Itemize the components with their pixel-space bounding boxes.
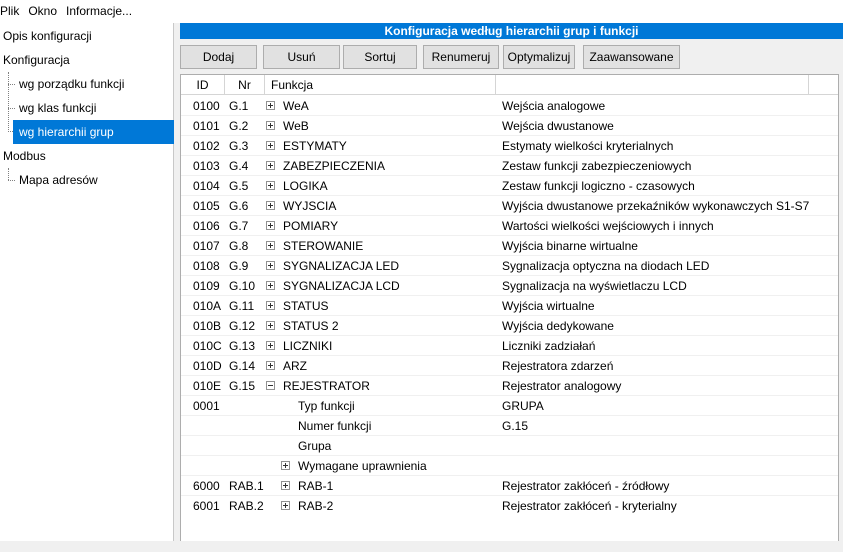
cell-funkcja: Grupa <box>298 439 332 453</box>
expand-icon[interactable] <box>266 201 275 210</box>
table-row[interactable] <box>181 156 838 176</box>
cell-id: 0104 <box>193 179 220 193</box>
cell-nr: G.9 <box>229 259 249 273</box>
cell-funkcja: RAB-2 <box>298 499 334 513</box>
expand-icon[interactable] <box>266 281 275 290</box>
cell-opis: Liczniki zadziałań <box>502 339 596 353</box>
table-row[interactable] <box>181 316 838 336</box>
cell-nr: G.10 <box>229 279 256 293</box>
table-row[interactable] <box>181 216 838 236</box>
table-row[interactable] <box>181 436 838 456</box>
expand-icon[interactable] <box>266 261 275 270</box>
menu-informacje[interactable]: Informacje... <box>66 4 133 18</box>
cell-nr: G.2 <box>229 119 249 133</box>
cell-nr: G.1 <box>229 99 249 113</box>
table-row[interactable] <box>181 296 838 316</box>
table-row[interactable] <box>181 136 838 156</box>
menu-okno[interactable]: Okno <box>28 4 58 18</box>
table-row[interactable] <box>181 96 838 116</box>
cell-funkcja: LICZNIKI <box>283 339 333 353</box>
advanced-button[interactable]: Zaawansowane <box>583 45 680 69</box>
cell-opis: Wyjścia binarne wirtualne <box>502 239 638 253</box>
cell-nr: RAB.2 <box>229 499 264 513</box>
sidebar-item-opis-konfiguracji[interactable]: Opis konfiguracji <box>3 29 92 43</box>
sidebar-item-wg-hierarchii-grup[interactable]: wg hierarchii grup <box>13 120 174 144</box>
cell-id: 0107 <box>193 239 220 253</box>
table-row[interactable] <box>181 176 838 196</box>
expand-icon[interactable] <box>266 181 275 190</box>
tree-connector <box>8 84 15 85</box>
cell-opis: G.15 <box>502 419 529 433</box>
cell-nr: G.3 <box>229 139 249 153</box>
sidebar-item-konfiguracja[interactable]: Konfiguracja <box>3 53 70 67</box>
cell-id: 6000 <box>193 479 220 493</box>
column-header-nr[interactable]: Nr <box>225 75 265 95</box>
cell-funkcja: Numer funkcji <box>298 419 372 433</box>
optimize-button[interactable]: Optymalizuj <box>503 45 575 69</box>
cell-funkcja: SYGNALIZACJA LCD <box>283 279 400 293</box>
cell-opis: Wejścia analogowe <box>502 99 606 113</box>
expand-icon[interactable] <box>266 101 275 110</box>
cell-funkcja: SYGNALIZACJA LED <box>283 259 400 273</box>
cell-funkcja: Wymagane uprawnienia <box>298 459 427 473</box>
cell-funkcja: LOGIKA <box>283 179 328 193</box>
cell-nr: G.4 <box>229 159 249 173</box>
column-header-funkcja[interactable]: Funkcja <box>265 75 496 95</box>
cell-funkcja: WeA <box>283 99 309 113</box>
tree-connector <box>8 180 15 181</box>
cell-funkcja: WYJSCIA <box>283 199 337 213</box>
table-row[interactable] <box>181 356 838 376</box>
table-row[interactable] <box>181 196 838 216</box>
cell-funkcja: Typ funkcji <box>298 399 355 413</box>
renumber-button[interactable]: Renumeruj <box>423 45 499 69</box>
cell-id: 0102 <box>193 139 220 153</box>
sort-button[interactable]: Sortuj <box>343 45 417 69</box>
tree-connector <box>8 108 15 109</box>
table-row[interactable] <box>181 256 838 276</box>
cell-funkcja: ESTYMATY <box>283 139 347 153</box>
cell-id: 010D <box>193 359 222 373</box>
navigation-tree <box>0 23 174 541</box>
sidebar-item-mapa-adresow[interactable]: Mapa adresów <box>19 173 98 187</box>
cell-id: 0109 <box>193 279 220 293</box>
cell-opis: Wyjścia wirtualne <box>502 299 595 313</box>
cell-nr: G.13 <box>229 339 256 353</box>
cell-opis: Wartości wielkości wejściowych i innych <box>502 219 714 233</box>
expand-icon[interactable] <box>266 321 275 330</box>
status-bar <box>0 541 843 552</box>
table-row[interactable] <box>181 116 838 136</box>
expand-icon[interactable] <box>266 161 275 170</box>
cell-nr: G.15 <box>229 379 256 393</box>
cell-nr: G.12 <box>229 319 256 333</box>
sidebar-item-wg-porzadku-funkcji[interactable]: wg porządku funkcji <box>19 77 125 91</box>
sidebar-item-wg-klas-funkcji[interactable]: wg klas funkcji <box>19 101 97 115</box>
menu-bar <box>0 0 843 23</box>
delete-button[interactable]: Usuń <box>263 45 340 69</box>
cell-id: 010C <box>193 339 222 353</box>
column-header-id[interactable]: ID <box>181 75 225 95</box>
cell-id: 0103 <box>193 159 220 173</box>
table-row[interactable] <box>181 336 838 356</box>
cell-funkcja: REJESTRATOR <box>283 379 370 393</box>
cell-opis: Sygnalizacja na wyświetlaczu LCD <box>502 279 687 293</box>
cell-opis: Zestaw funkcji zabezpieczeniowych <box>502 159 692 173</box>
table-row[interactable] <box>181 456 838 476</box>
cell-opis: Sygnalizacja optyczna na diodach LED <box>502 259 710 273</box>
expand-icon[interactable] <box>266 341 275 350</box>
cell-funkcja: POMIARY <box>283 219 339 233</box>
cell-id: 0001 <box>193 399 220 413</box>
expand-icon[interactable] <box>266 141 275 150</box>
sidebar-item-modbus[interactable]: Modbus <box>3 149 46 163</box>
panel-title: Konfiguracja według hierarchii grup i funkcji <box>180 23 843 39</box>
table-row[interactable] <box>181 496 838 516</box>
cell-opis: Rejestrator analogowy <box>502 379 622 393</box>
expand-icon[interactable] <box>266 121 275 130</box>
cell-opis: Rejestrator zakłóceń - źródłowy <box>502 479 670 493</box>
cell-id: 010A <box>193 299 222 313</box>
function-table <box>180 74 839 542</box>
cell-opis: Estymaty wielkości kryterialnych <box>502 139 674 153</box>
cell-funkcja: STATUS <box>283 299 329 313</box>
menu-plik[interactable]: Plik <box>0 4 20 18</box>
cell-id: 0108 <box>193 259 220 273</box>
cell-nr: G.11 <box>229 299 255 313</box>
table-row[interactable] <box>181 416 838 436</box>
cell-funkcja: WeB <box>283 119 309 133</box>
cell-funkcja: ARZ <box>283 359 307 373</box>
expand-icon[interactable] <box>281 481 290 490</box>
expand-icon[interactable] <box>281 461 290 470</box>
expand-icon[interactable] <box>266 361 275 370</box>
expand-icon[interactable] <box>281 501 290 510</box>
table-row[interactable] <box>181 236 838 256</box>
cell-id: 0101 <box>193 119 220 133</box>
table-header <box>181 75 838 95</box>
table-row[interactable] <box>181 276 838 296</box>
cell-funkcja: STATUS 2 <box>283 319 339 333</box>
tree-connector <box>8 72 9 132</box>
tree-connector <box>8 168 9 180</box>
cell-nr: G.8 <box>229 239 249 253</box>
cell-id: 010E <box>193 379 222 393</box>
table-row[interactable] <box>181 476 838 496</box>
table-row[interactable] <box>181 396 838 416</box>
add-button[interactable]: Dodaj <box>180 45 257 69</box>
cell-funkcja: STEROWANIE <box>283 239 364 253</box>
cell-opis: Rejestrator zakłóceń - kryterialny <box>502 499 677 513</box>
expand-icon[interactable] <box>266 221 275 230</box>
cell-id: 0106 <box>193 219 220 233</box>
cell-opis: Zestaw funkcji logiczno - czasowych <box>502 179 695 193</box>
cell-nr: G.6 <box>229 199 249 213</box>
table-row[interactable] <box>181 376 838 396</box>
cell-opis: Wyjścia dwustanowe przekaźników wykonawczych S1-S7 <box>502 199 810 213</box>
cell-id: 0105 <box>193 199 220 213</box>
column-header-opis[interactable] <box>496 75 809 95</box>
cell-nr: G.14 <box>229 359 256 373</box>
collapse-icon[interactable] <box>266 381 275 390</box>
cell-id: 010B <box>193 319 222 333</box>
expand-icon[interactable] <box>266 301 275 310</box>
cell-opis: Wejścia dwustanowe <box>502 119 614 133</box>
cell-opis: Rejestratora zdarzeń <box>502 359 614 373</box>
cell-nr: RAB.1 <box>229 479 264 493</box>
cell-funkcja: ZABEZPIECZENIA <box>283 159 386 173</box>
cell-nr: G.5 <box>229 179 249 193</box>
cell-opis: Wyjścia dedykowane <box>502 319 614 333</box>
expand-icon[interactable] <box>266 241 275 250</box>
cell-opis: GRUPA <box>502 399 544 413</box>
cell-id: 6001 <box>193 499 220 513</box>
cell-nr: G.7 <box>229 219 249 233</box>
cell-funkcja: RAB-1 <box>298 479 334 493</box>
cell-id: 0100 <box>193 99 220 113</box>
